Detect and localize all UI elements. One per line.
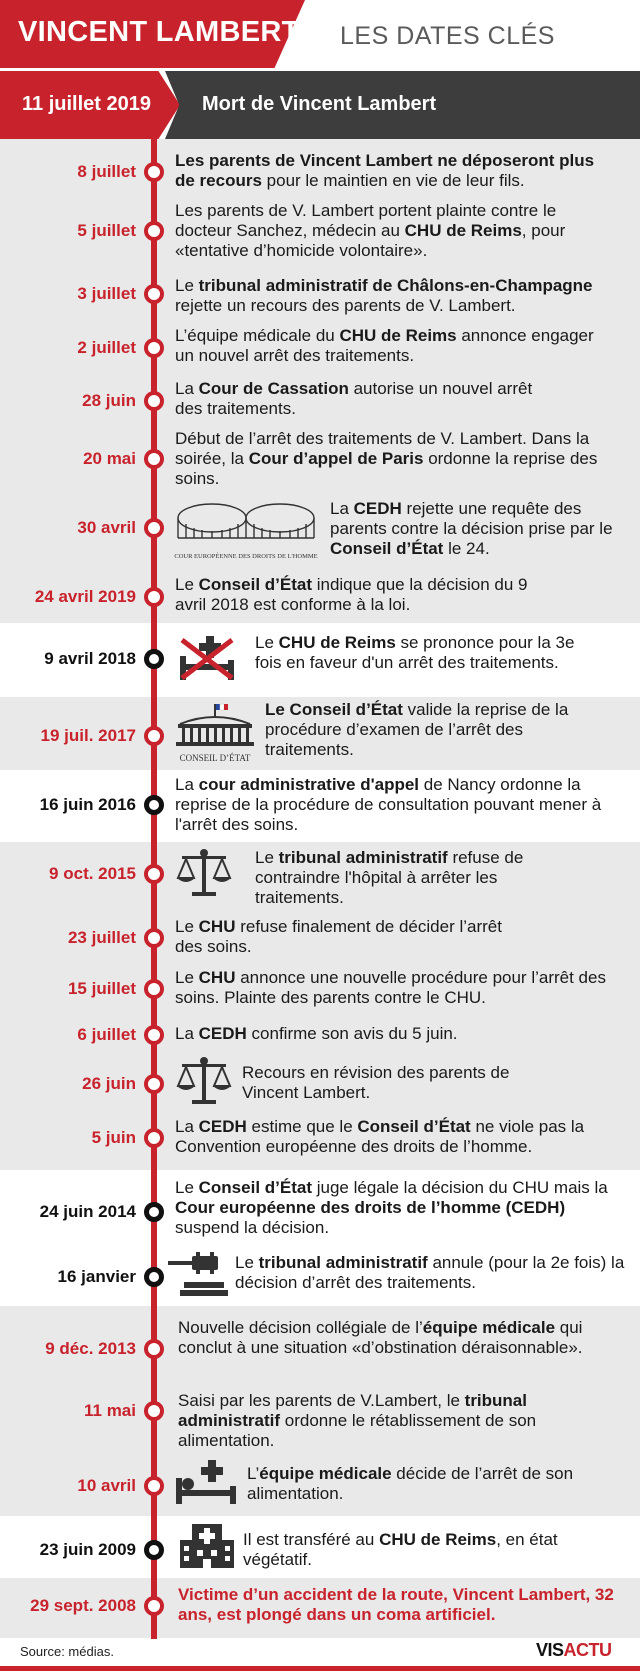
logo-part-b: ACTU [563,1640,612,1660]
event-text [255,633,585,673]
event-text [243,1530,573,1570]
text-segment: Victime d’un accident de la route, Vincent Lambert, 32 ans, est plongé dans un coma artificiel. [178,1585,614,1624]
event-date: 19 juil. 2017 [40,726,136,745]
timeline-dot [144,795,164,815]
event-text [247,1464,577,1504]
event-text [242,1063,542,1103]
bold-text: CHU de Reims [379,1530,497,1549]
text-segment: Le [255,633,279,652]
bold-text: Cour européenne des droits de l’homme (CEDH) [175,1198,566,1217]
event-date: 23 juin 2009 [39,1540,136,1559]
text-segment: Il est transféré au [243,1530,380,1549]
event-text [175,276,625,316]
text-segment: décide de l’arrêt de son alimentation. [247,1464,574,1503]
scales-of-justice-icon [174,1056,234,1111]
text-segment: Le [235,1253,259,1272]
timeline-dot [144,928,164,948]
timeline-dot [144,649,164,669]
timeline-dot [144,391,164,411]
bold-text: Conseil d’État [330,539,444,558]
event-date: 10 avril [77,1476,136,1495]
text-segment: le 24. [443,539,490,558]
text-segment: autorise un nouvel arrêt des traitements. [175,379,533,418]
text-segment: L’ [247,1464,260,1483]
bold-text: CEDH [353,499,402,518]
event-text [175,1117,625,1157]
text-segment: Le [255,848,279,867]
text-segment: Le [175,1178,199,1197]
text-segment: annonce engager un nouvel arrêt des traitements. [175,326,594,365]
timeline-dot [144,1128,164,1148]
event-date: 9 déc. 2013 [45,1339,136,1358]
timeline-dot [144,162,164,182]
text-segment: confirme son avis du 5 juin. [246,1024,458,1043]
text-segment: Le [175,575,199,594]
event-date: 3 juillet [77,284,136,303]
text-segment: ordonne la reprise des soins. [175,449,598,488]
event-date: 23 juillet [67,928,136,947]
source-note: Source: médias. [20,1644,114,1659]
timeline-dot [144,979,164,999]
event-text [265,700,605,760]
event-text [175,575,555,615]
event-date: 9 oct. 2015 [49,864,136,883]
event-text [235,1253,625,1293]
text-segment: de Nancy ordonne la reprise de la procédure de consultation pouvant mener à l'arrêt des soins. [175,775,602,834]
event-text [178,1391,608,1451]
event-text [178,1585,628,1625]
text-segment: ordonne le rétablissement de son alimentation. [178,1411,537,1450]
text-segment: Les parents de V. Lambert portent plainte contre le docteur Sanchez, médecin au [175,201,557,240]
bold-text: tribunal administratif de Châlons-en-Champagne [198,276,593,295]
timeline-dot [144,221,164,241]
event-date: 29 sept. 2008 [30,1596,136,1615]
text-segment: rejette une requête des parents contre la décision prise par le [330,499,613,538]
visactu-logo [536,1640,612,1661]
text-segment: La [175,379,199,398]
page-subtitle: LES DATES CLÉS [340,22,555,50]
text-segment: juge légale la décision du CHU mais la [312,1178,608,1197]
event-text [175,917,525,957]
bold-text: CHU de Reims [404,221,522,240]
event-date: 16 janvier [57,1267,136,1286]
event-text [175,326,595,366]
timeline-dot [144,1074,164,1094]
timeline-dot [144,449,164,469]
bold-text: Le Conseil d’État [265,700,403,719]
event-text [175,775,625,835]
text-segment: annonce une nouvelle procédure pour l’arrêt des soins. Plainte des parents contre le CHU. [175,968,606,1007]
bold-text: Cour d’appel de Paris [248,449,424,468]
event-date: 2 juillet [77,338,136,357]
bold-text: CHU [198,917,236,936]
bottom-bar [0,1666,640,1671]
logo-part-a: VIS [536,1640,564,1660]
text-segment: Recours en révision des parents de Vincent Lambert. [242,1063,510,1102]
event-date: 9 avril 2018 [44,649,136,668]
text-segment: Le [175,917,199,936]
timeline-dot [144,1476,164,1496]
text-segment: valide la reprise de la procédure d’examen de l’arrêt des traitements. [265,700,569,759]
bold-text: tribunal administratif [278,848,448,867]
gavel-icon [168,1252,230,1305]
bold-text: CHU de Reims [339,326,457,345]
event-date: 26 juin [82,1074,136,1093]
timeline-dot [144,338,164,358]
event-date: 6 juillet [77,1025,136,1044]
bold-text: Cour de Cassation [198,379,349,398]
text-segment: , en état végétatif. [243,1530,558,1569]
text-segment: refuse finalement de décider l’arrêt des soins. [175,917,502,956]
no-hospital-bed-icon [176,634,238,687]
hospital-building-icon [178,1522,236,1575]
text-segment: L’équipe médicale du [175,326,340,345]
event-text [255,848,585,908]
event-text [330,499,620,559]
text-segment: , pour «tentative d’homicide volontaire». [175,221,566,260]
text-segment: qui conclut à une situation «d’obstination déraisonnable». [178,1318,583,1357]
timeline-dot [144,1339,164,1359]
text-segment: Le [175,276,199,295]
event-text [175,151,615,191]
text-segment: refuse de contraindre l'hôpital à arrêter les traitements. [255,848,524,907]
event-text [175,429,605,489]
bold-text: Conseil d’État [357,1117,471,1136]
event-date: 24 juin 2014 [39,1202,136,1221]
text-segment: pour le maintien en vie de leur fils. [261,171,525,190]
event-text [175,201,615,261]
event-date: 30 avril [77,518,136,537]
timeline-dot [144,1267,164,1287]
event-text [175,379,545,419]
event-date: 11 mai [84,1401,136,1420]
timeline-dot [144,1540,164,1560]
text-segment: estime que le [246,1117,358,1136]
conseil-etat-building-icon [172,702,258,763]
text-segment: Nouvelle décision collégiale de l’ [178,1318,423,1337]
event-date: 24 avril 2019 [34,587,136,606]
bold-text: Les parents de Vincent Lambert ne déposeront plus de recours [175,151,595,190]
timeline-dot [144,726,164,746]
hospital-bed-icon [174,1460,238,1509]
text-segment: annule (pour la 2e fois) la décision d’arrêt des traitements. [235,1253,625,1292]
timeline-dot [144,1596,164,1616]
event-date: 5 juin [91,1128,136,1147]
timeline-dot [144,284,164,304]
text-segment: La [330,499,354,518]
bold-text: CHU de Reims [278,633,396,652]
timeline-dot [144,587,164,607]
event-date: 5 juillet [77,221,136,240]
page-title: VINCENT LAMBERT [18,16,300,48]
event-text [175,1024,615,1044]
bold-text: équipe médicale [422,1318,556,1337]
bold-text: tribunal administratif [258,1253,428,1272]
bold-text: tribunal administratif [178,1391,527,1430]
icon-caption: COUR EUROPÉENNE DES DROITS DE L'HOMME [174,553,318,560]
bold-text: Conseil d’État [198,575,312,594]
bold-text: CHU [198,968,236,987]
event-date: 20 mai [83,449,136,468]
header [0,0,640,68]
bold-text: CEDH [198,1024,247,1043]
death-date: 11 juillet 2019 [22,93,151,115]
bold-text: Conseil d’État [198,1178,312,1197]
scales-of-justice-icon [174,848,234,903]
text-segment: ne viole pas la Convention européenne des droits de l’homme. [175,1117,585,1156]
text-segment: se prononce pour la 3e fois en faveur d'un arrêt des traitements. [255,633,575,672]
timeline-dot [144,864,164,884]
timeline-dot [144,1025,164,1045]
event-date: 28 juin [82,391,136,410]
text-segment: Début de l’arrêt des traitements de V. Lambert. Dans la soirée, la [175,429,590,468]
text-segment: suspend la décision. [175,1218,330,1237]
text-segment: indique que la décision du 9 avril 2018 est conforme à la loi. [175,575,528,614]
bold-text: CEDH [198,1117,247,1136]
event-date: 16 juin 2016 [39,795,136,814]
text-segment: La [175,1117,199,1136]
european-court-building-icon [172,498,320,560]
event-date: 8 juillet [77,162,136,181]
text-segment: La [175,1024,199,1043]
text-segment: Le [175,968,199,987]
icon-caption: CONSEIL D’ÉTAT [179,753,251,763]
bold-text: équipe médicale [259,1464,392,1483]
timeline-dot [144,1401,164,1421]
text-segment: rejette un recours des parents de V. Lambert. [175,296,516,315]
bold-text: cour administrative d'appel [198,775,420,794]
event-date: 15 juillet [67,979,136,998]
event-text [178,1318,618,1358]
text-segment: Saisi par les parents de V.Lambert, le [178,1391,465,1410]
death-label: Mort de Vincent Lambert [202,93,437,115]
timeline-dot [144,1202,164,1222]
event-text [175,1178,615,1238]
timeline-dot [144,518,164,538]
event-text [175,968,625,1008]
text-segment: La [175,775,199,794]
